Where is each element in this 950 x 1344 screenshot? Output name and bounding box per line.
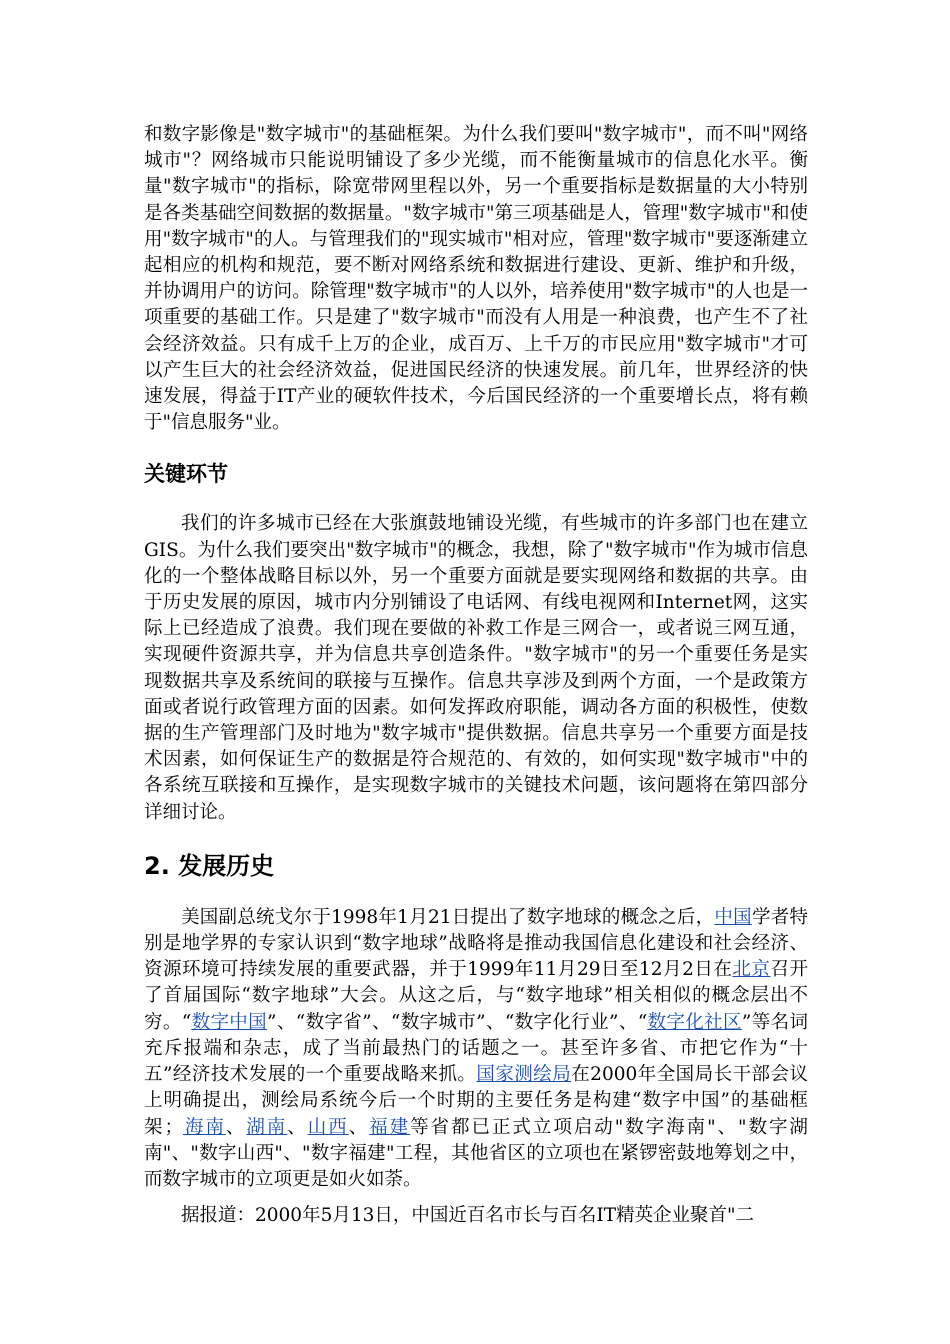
- heading-key-links: 关键环节: [144, 462, 228, 487]
- separator: 、: [348, 1116, 370, 1138]
- text-segment: 召开了首届国际“数字地球”大会。从这之后，与“数字地球”相关相似的概念层出不穷。“: [144, 959, 808, 1033]
- paragraph-key-links: 我们的许多城市已经在大张旗鼓地铺设光缆，有些城市的许多部门也在建立GIS。为什么我们要突出"数字城市"的概念，我想，除了"数字城市"作为城市信息化的一个整体战略目标以外，另一个重要方面就是要实现网络和数据的共享。由于历史发展的原因，城市内分别铺设了电话网、有线电视网和Internet网，这实际上已经造成了浪费。我们现在要做的补救工作是三网合一，或者说三网互通，实现硬件资源共享，并为信息共享创造条件。"数字城市"的另一个重要任务是实现数据共享及系统间的联接与互操作。信息共享涉及到两个方面，一个是政策方面或者说行政管理方面的因素。如何发挥政府职能，调动各方面的积极性，使数据的生产管理部门及时地为"数字城市"提供数据。信息共享另一个重要方面是技术因素，如何保证生产的数据是符合规范的、有效的，如何实现"数字城市"中的各系统互联接和互操作，是实现数字城市的关键技术问题，该问题将在第四部分详细讨论。: [144, 513, 808, 823]
- document-page: [144, 122, 808, 1229]
- paragraph-digital-city-foundation: 和数字影像是"数字城市"的基础框架。为什么我们要叫"数字城市"，而不叫"网络城市"？网络城市只能说明铺设了多少光缆，而不能衡量城市的信息化水平。衡量"数字城市"的指标，除宽带网里程以外，另一个重要指标是数据量的大小特别是各类基础空间数据的数据量。"数字城市"第三项基础是人，管理"数字城市"和使用"数字城市"的人。与管理我们的"现实城市"相对应，管理"数字城市"要逐渐建立起相应的机构和规范，要不断对网络系统和数据进行建设、更新、维护和升级，并协调用户的访问。除管理"数字城市"的人以外，培养使用"数字城市"的人也是一项重要的基础工作。只是建了"数字城市"而没有人用是一种浪费，也产生不了社会经济效益。只有成千上万的企业，成百万、上千万的市民应用"数字城市"才可以产生巨大的社会经济效益，促进国民经济的快速发展。前几年，世界经济的快速发展，得益于IT产业的硬软件技术，今后国民经济的一个重要增长点，将有赖于"信息服务"业。: [144, 124, 808, 434]
- link-digital-china[interactable]: 数字中国: [191, 1011, 268, 1033]
- link-beijing[interactable]: 北京: [732, 959, 771, 981]
- link-fujian[interactable]: 福建: [369, 1116, 411, 1138]
- separator: 、: [287, 1116, 308, 1138]
- link-hainan[interactable]: 海南: [182, 1116, 226, 1138]
- text-segment: ”、“数字省”、“数字城市”、“数字化行业”、“: [267, 1011, 648, 1033]
- separator: 、: [225, 1116, 247, 1138]
- paragraph-report: 据报道：2000年5月13日，中国近百名市长与百名IT精英企业聚首"二: [181, 1205, 755, 1227]
- text-segment: 学者特别是地学界的专家认识到“数字地球”战略将是推动我国信息化建设和社会经济、资源环境可持续发展的重要武器，并于1999年11月29日至12月2日在: [144, 906, 808, 981]
- link-national-surveying-bureau[interactable]: 国家测绘局: [476, 1064, 572, 1086]
- link-hunan[interactable]: 湖南: [246, 1116, 288, 1138]
- paragraph-history: [144, 905, 808, 1193]
- link-shanxi[interactable]: 山西: [307, 1116, 349, 1138]
- text-segment: 美国副总统戈尔于1998年1月21日提出了数字地球的概念之后，: [181, 906, 715, 928]
- text-segment: ”等名词充斥报端和杂志，成了当前最热门的话题之一。甚至许多省、市把它作为“十五”经济技术发展的一个重要战略来抓。: [144, 1011, 808, 1086]
- heading-development-history: 2. 发展历史: [144, 851, 275, 880]
- text-segment: 等省都已正式立项启动"数字海南"、"数字湖南"、"数字山西"、"数字福建"工程，其他省区的立项也在紧锣密鼓地筹划之中，而数字城市的立项更是如火如荼。: [144, 1116, 808, 1190]
- link-china[interactable]: 中国: [714, 906, 752, 928]
- link-digital-community[interactable]: 数字化社区: [647, 1011, 742, 1033]
- text-segment: 在2000年全国局长干部会议上明确提出，测绘局系统今后一个时期的主要任务是构建“数字中国”的基础框架；: [144, 1064, 808, 1138]
